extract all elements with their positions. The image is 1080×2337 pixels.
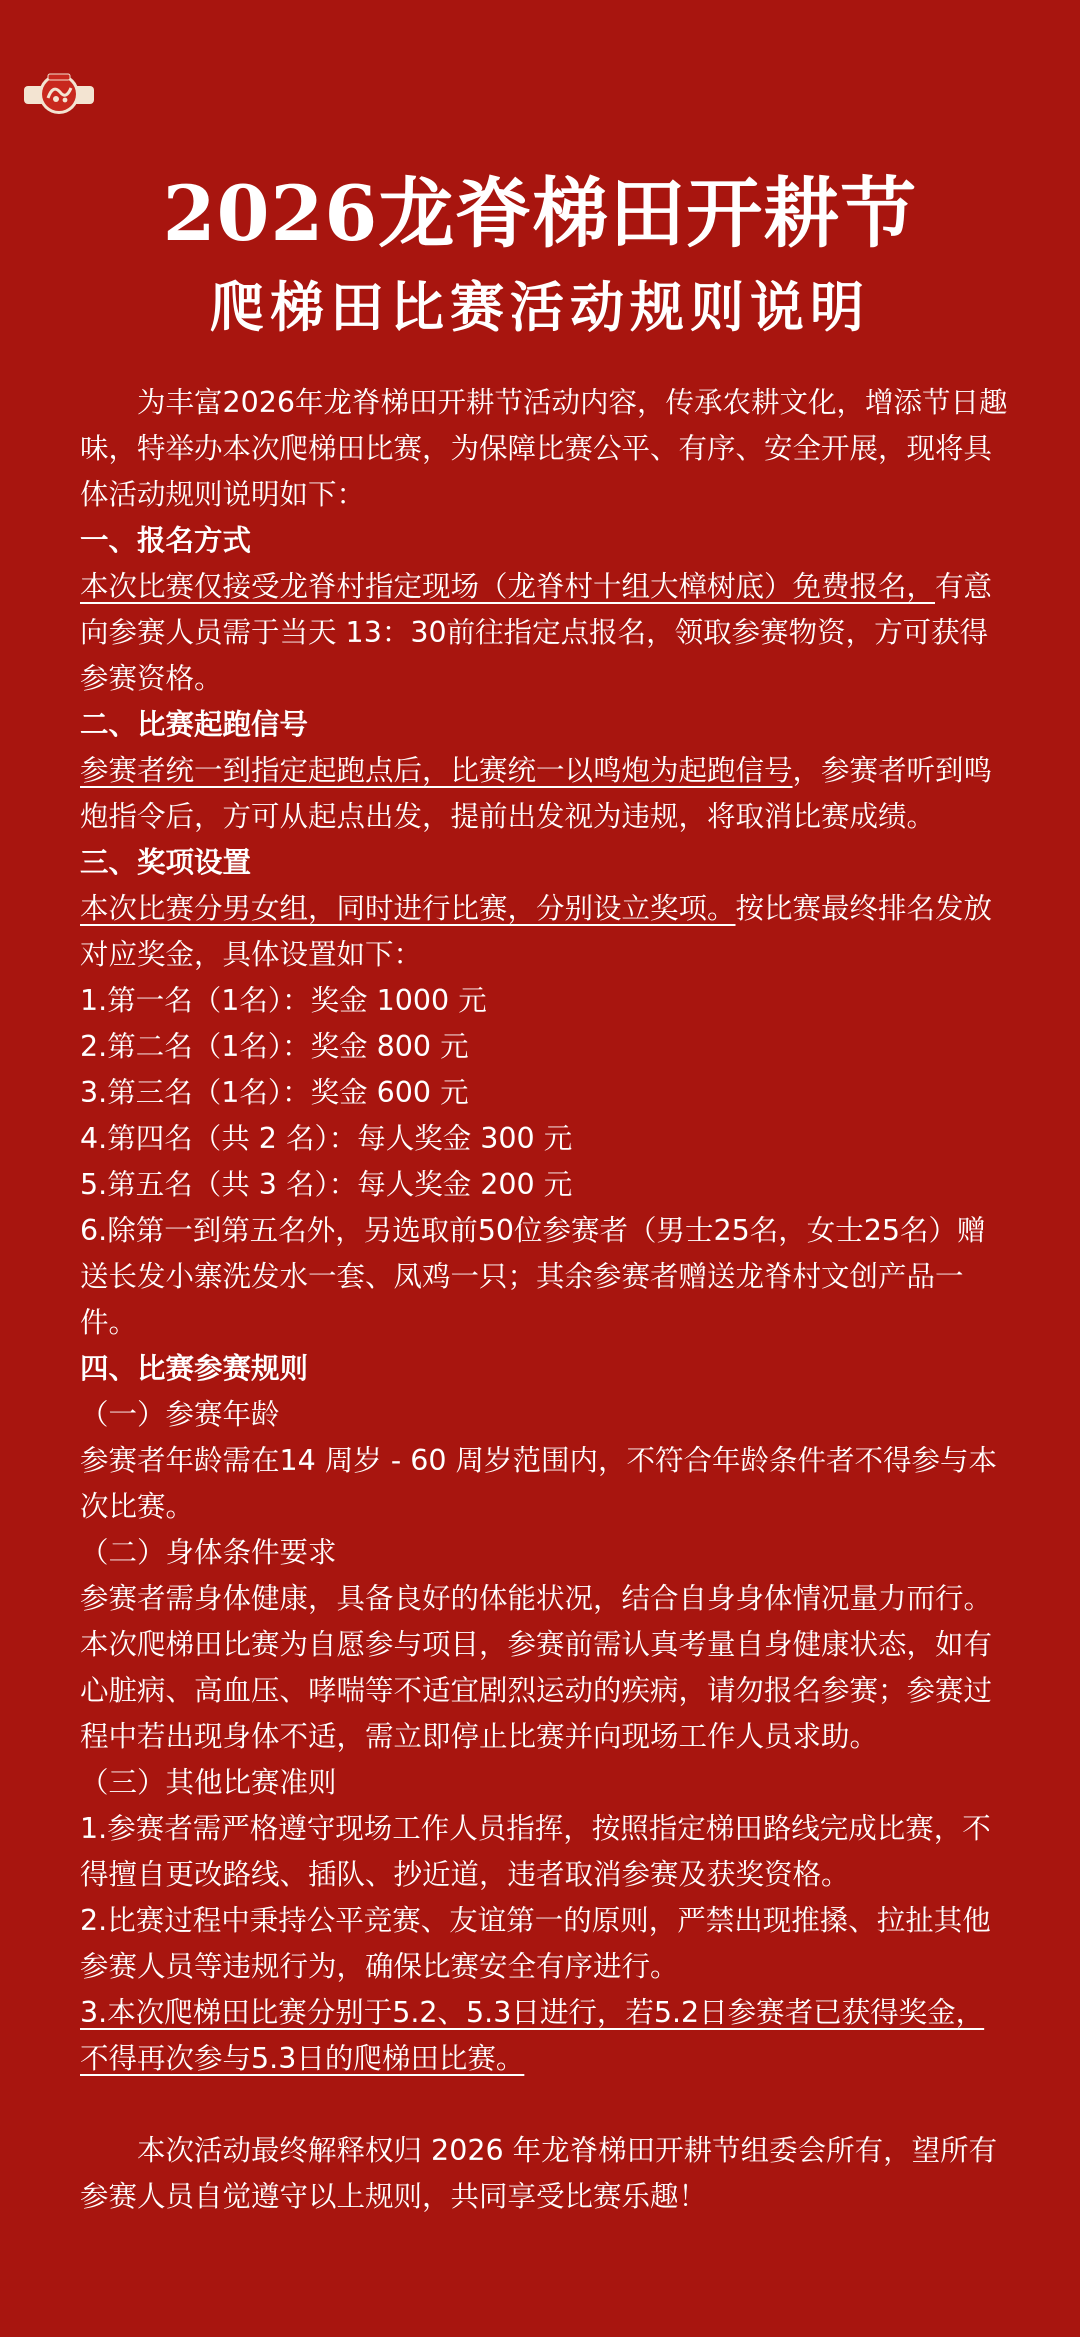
awards-paragraph xyxy=(80,886,1010,978)
registration-text: 有意向参赛人员需于当天 13：30前往指定点报名，领取参赛物资，方可获得参赛资格。 xyxy=(80,570,993,695)
award-item-5: 5.第五名（共 3 名）：每人奖金 200 元 xyxy=(80,1168,573,1201)
start-signal-text: ，参赛者听到鸣炮指令后，方可从起点出发，提前出发视为违规，将取消比赛成绩。 xyxy=(80,754,993,833)
spacer xyxy=(80,2082,1010,2128)
rules-body xyxy=(80,380,1010,2220)
page-subtitle: 爬梯田比赛活动规则说明 xyxy=(210,275,870,339)
subheading-age: （一）参赛年龄 xyxy=(80,1398,280,1431)
awards-highlight: 本次比赛分男女组，同时进行比赛，分别设立奖项。 xyxy=(80,892,736,925)
page-title: 2026龙脊梯田开耕节 xyxy=(162,169,918,258)
other-rule-3-text: 3.本次爬梯田比赛分别于5.2、5.3日进行，若5.2日参赛者已获得奖金，不得再次参与5.3日的爬梯田比赛。 xyxy=(80,1996,985,2075)
dragon-emblem-icon xyxy=(22,72,96,116)
award-item-4: 4.第四名（共 2 名）：每人奖金 300 元 xyxy=(80,1122,573,1155)
other-rule-1: 1.参赛者需严格遵守现场工作人员指挥，按照指定梯田路线完成比赛，不得擅自更改路线、插队、抄近道，违者取消参赛及获奖资格。 xyxy=(80,1812,991,1891)
section-heading-awards: 三、奖项设置 xyxy=(80,846,252,879)
subheading-health: （二）身体条件要求 xyxy=(80,1536,337,1569)
start-signal-highlight: 参赛者统一到指定起跑点后，比赛统一以鸣炮为起跑信号 xyxy=(80,754,793,787)
health-paragraph: 参赛者需身体健康，具备良好的体能状况，结合自身身体情况量力而行。本次爬梯田比赛为自愿参与项目，参赛前需认真考量自身健康状态，如有心脏病、高血压、哮喘等不适宜剧烈运动的疾病，请勿报名参赛；参赛过程中若出现身体不适，需立即停止比赛并向现场工作人员求助。 xyxy=(80,1582,993,1753)
awards-text: 按比赛最终排名发放对应奖金，具体设置如下： xyxy=(80,892,993,971)
section-heading-registration: 一、报名方式 xyxy=(80,524,252,557)
subheading-other-rules: （三）其他比赛准则 xyxy=(80,1766,337,1799)
start-signal-paragraph xyxy=(80,748,1010,840)
award-item-6: 6.除第一到第五名外，另选取前50位参赛者（男士25名，女士25名）赠送长发小寨洗发水一套、凤鸡一只；其余参赛者赠送龙脊村文创产品一件。 xyxy=(80,1214,986,1339)
award-item-2: 2.第二名（1名）：奖金 800 元 xyxy=(80,1030,469,1063)
organizer-logo xyxy=(22,72,96,116)
intro-paragraph: 为丰富2026年龙脊梯田开耕节活动内容，传承农耕文化，增添节日趣味，特举办本次爬梯田比赛，为保障比赛公平、有序、安全开展，现将具体活动规则说明如下： xyxy=(80,386,1008,511)
award-item-1: 1.第一名（1名）：奖金 1000 元 xyxy=(80,984,487,1017)
registration-paragraph xyxy=(80,564,1010,702)
other-rule-3 xyxy=(80,1990,1010,2082)
award-item-3: 3.第三名（1名）：奖金 600 元 xyxy=(80,1076,469,1109)
age-paragraph: 参赛者年龄需在14 周岁 - 60 周岁范围内，不符合年龄条件者不得参与本次比赛。 xyxy=(80,1444,998,1523)
other-rule-2: 2.比赛过程中秉持公平竞赛、友谊第一的原则，严禁出现推搡、拉扯其他参赛人员等违规行为，确保比赛安全有序进行。 xyxy=(80,1904,991,1983)
closing-paragraph: 本次活动最终解释权归 2026 年龙脊梯田开耕节组委会所有，望所有参赛人员自觉遵守以上规则，共同享受比赛乐趣！ xyxy=(80,2134,998,2213)
section-heading-rules: 四、比赛参赛规则 xyxy=(80,1352,309,1385)
section-heading-start-signal: 二、比赛起跑信号 xyxy=(80,708,309,741)
registration-highlight: 本次比赛仅接受龙脊村指定现场（龙脊村十组大樟树底）免费报名， xyxy=(80,570,936,603)
